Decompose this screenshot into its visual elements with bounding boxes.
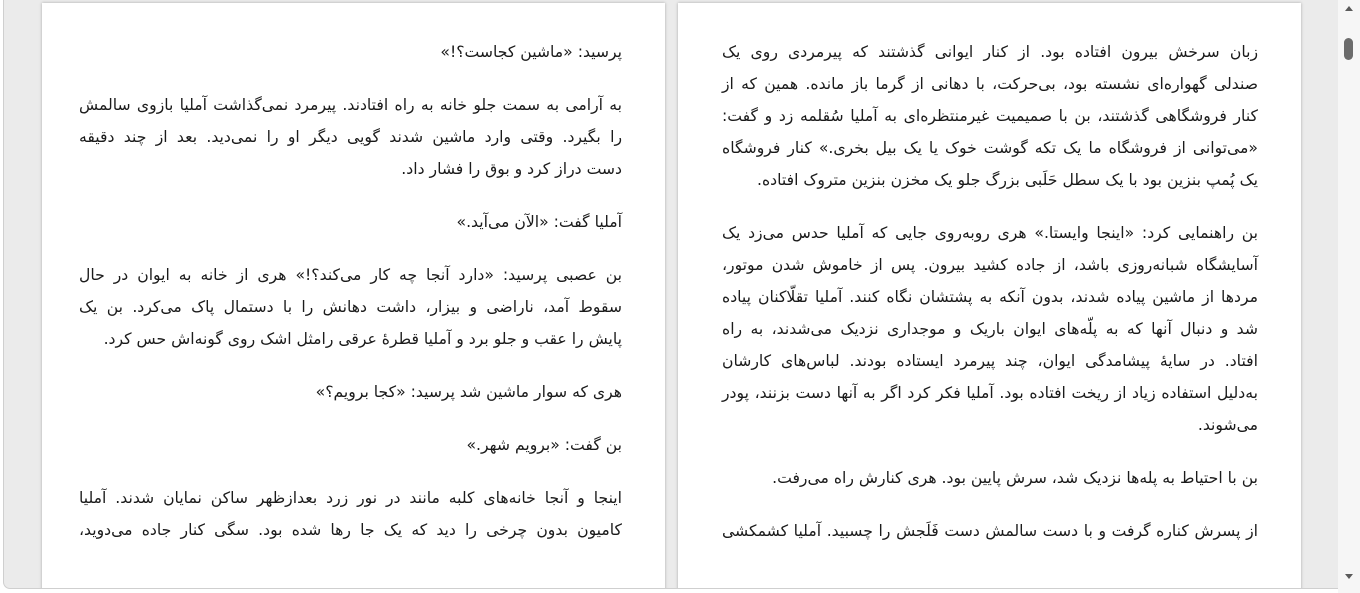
paragraph [722,36,1258,196]
text-line: کامیون بدون چرخی را دید که یک جا رها شده بود. سگی کنار جاده می‌دوید، [79,520,622,539]
book-page-left[interactable] [42,3,665,589]
text-line: از پسرش کناره گرفت و با دست سالمش دست فَلَجش را چسبید. آملیا کشمکشی [722,521,1258,540]
text-line: بن عصبی پرسید: «دارد آنجا چه کار می‌کند؟!» هری از خانه به ایوان در حال [79,265,622,284]
text-line: کنار فروشگاهی گذشتند، بن با صمیمیت غیرمنتظره‌ای به آملیا سُقلمه زد و گفت: [722,106,1258,125]
paragraph [79,376,622,408]
vertical-scrollbar[interactable] [1338,0,1360,593]
text-line: به آرامی به سمت جلو خانه به راه افتادند. پیرمرد نمی‌گذاشت آملیا بازوی سالمش [79,95,622,114]
scroll-down-button[interactable] [1338,568,1360,584]
arrow-down-icon [1345,574,1353,579]
text-line: سقوط آمد، ناراضی و بیزار، داشت دهانش را با دستمال پاک می‌کرد. بن یک [79,297,622,316]
reader-viewport[interactable] [3,0,1338,589]
text-line: «می‌توانی از فروشگاه ما یک تکه گوشت خوک یا یک بیل بخری.» کنار فروشگاه [722,138,1258,157]
text-line: صندلی گهواره‌ای نشسته بود، بی‌حرکت، با دهانی از گرما باز مانده. همین که از [722,74,1258,93]
text-line: اینجا و آنجا خانه‌های کلبه مانند در نور زرد بعدازظهر ساکن نمایان شدند. آملیا [79,488,622,507]
text-line: شد و دنبال آنها که به پلّه‌های ایوان باریک و موجداری نزدیک می‌شدند، به راه [722,319,1258,338]
paragraph [722,515,1258,547]
paragraph [79,206,622,238]
text-line: بن با احتیاط به پله‌ها نزدیک شد، سرش پایین بود. هری کنارش راه می‌رفت. [772,468,1258,487]
arrow-up-icon [1345,6,1353,11]
paragraph [79,259,622,355]
text-line: به‌دلیل استفاده زیاد از ریخت افتاده بود. آملیا فکر کرد اگر به آنها دست بزنند، پودر [722,383,1258,402]
paragraph [79,36,622,68]
text-line: افتاد. در سایهٔ پیشامدگی ایوان، چند پیرمرد ایستاده بودند. لباس‌های کارشان [722,351,1258,370]
paragraph [722,462,1258,494]
text-line: پرسید: «ماشین کجاست؟!» [440,42,622,61]
book-page-right[interactable] [678,3,1301,589]
text-line: آملیا گفت: «الآن می‌آید.» [456,212,622,231]
text-line: بن راهنمایی کرد: «اینجا وایستا.» هری روبه‌روی جایی که آملیا حدس می‌زد یک [722,223,1258,242]
text-line: زبان سرخش بیرون افتاده بود. از کنار ایوانی گذشتند که پیرمردی روی یک [722,42,1258,61]
scroll-up-button[interactable] [1338,0,1360,16]
text-line: پایش را عقب و جلو برد و آملیا قطرهٔ عرقی رامثل اشک روی گونه‌اش حس کرد. [103,329,622,348]
text-line: می‌شوند. [1197,415,1258,434]
text-line: دست دراز کرد و بوق را فشار داد. [401,159,622,178]
paragraph [79,89,622,185]
scrollbar-thumb[interactable] [1344,38,1353,60]
text-line: مردها از ماشین پیاده شدند، بدون آنکه به پشتشان نگاه کنند. آملیا تقلّاکنان پیاده [722,287,1258,306]
text-line: آسایشگاه شبانه‌روزی باشد، از جاده کشید بیرون. پس از خاموش شدن موتور، [722,255,1258,274]
text-line: هری که سوار ماشین شد پرسید: «کجا برویم؟» [315,382,622,401]
text-line: یک پُمپ بنزین بود با یک سطل حَلَبی بزرگ جلو یک مخزن بنزین متروک افتاده. [756,170,1258,189]
paragraph [79,482,622,546]
paragraph [79,429,622,461]
text-line: بن گفت: «برویم شهر.» [466,435,622,454]
paragraph [722,217,1258,441]
text-line: را بگیرد. وقتی وارد ماشین شدند گویی دیگر او را نمی‌دید. بعد از چند دقیقه [79,127,622,146]
